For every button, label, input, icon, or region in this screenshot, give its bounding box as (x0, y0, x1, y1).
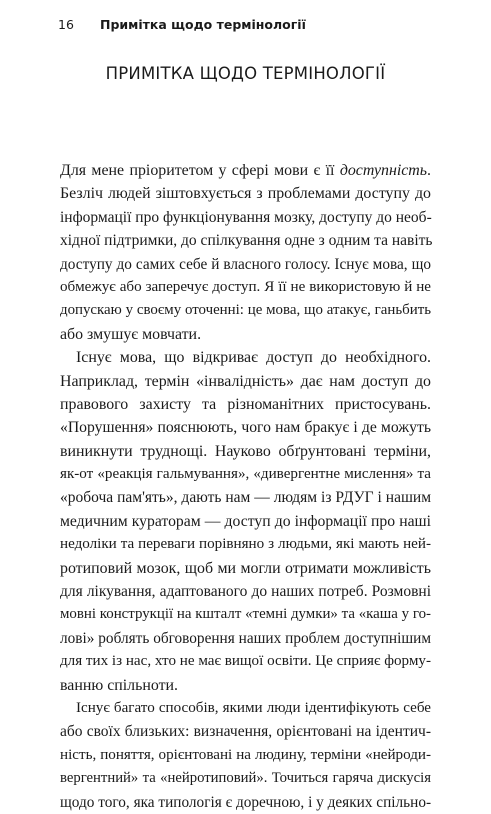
body-text (60, 159, 431, 814)
paragraph (60, 159, 431, 346)
text-line: мовні конструкції на кшталт «темні думки» та «каша у го- (60, 606, 431, 623)
text-line: вергентний» та «нейротиповий». Точиться гаряча дискусія (60, 770, 431, 787)
text-line: ротиповий мозок, щоб ми могли отримати можливість (60, 559, 431, 577)
page-number: 16 (58, 17, 74, 32)
text-line: допускаю у своєму оточенні: це мова, що атакує, ганьбить (60, 302, 431, 319)
text-line: Існує мова, що відкриває доступ до необхідного. (76, 349, 431, 367)
text-line: лові» роблять обговорення наших проблем доступнішим (60, 629, 431, 647)
text-line: або змушує мовчати. (60, 325, 202, 343)
running-title: Примітка щодо термінології (100, 17, 306, 32)
text-line (60, 159, 431, 182)
text-line: правового захисту та різноманітних пристосувань. (60, 395, 431, 413)
text-line: інформації про функціонування мозку, доступу до необ- (60, 208, 432, 226)
chapter-title: ПРИМІТКА ЩОДО ТЕРМІНОЛОГІЇ (105, 64, 386, 83)
text-line: недоліки та переваги порівняно з людьми, які мають ней- (60, 536, 431, 553)
emphasized-term: доступність (339, 162, 428, 179)
text-line: медичним кураторам — доступ до інформації про наші (60, 512, 431, 530)
text-line: виникнути труднощі. Науково обґрунтовані терміни, (60, 442, 431, 460)
text-line: ванню спільноти. (60, 676, 179, 694)
text-line: або своїх близьких: визначення, орієнтовані на ідентич- (60, 723, 431, 741)
text-line: щодо того, яка типологія є доречною, і у деяких спільно- (60, 793, 432, 811)
text-line-end: . (427, 162, 431, 179)
text-line: «Порушення» пояснюють, чого нам бракує і де можуть (60, 419, 431, 437)
text-line: для тих із нас, хто не має вищої освіти. Це сприяє форму- (60, 653, 431, 670)
text-line: для лікування, адаптованого до наших потреб. Розмовні (60, 583, 431, 601)
text-line: доступу до самих себе й власного голосу. Існує мова, що (60, 255, 431, 273)
text-line: Наприклад, термін «інвалідність» дає нам доступ до (60, 372, 431, 390)
text-line: обмежує або заперечує доступ. Я її не використовую й не (60, 278, 431, 295)
text-line: Безліч людей зіштовхується з проблемами доступу до (60, 185, 431, 203)
text-line: Існує багато способів, якими люди ідентифікують себе (76, 699, 431, 716)
text-line-start: Для мене пріоритетом у сфері мови є її (60, 162, 340, 179)
paragraph (60, 697, 431, 814)
running-head (58, 17, 438, 37)
text-line: «робоча пам'ять», дають нам — людям із РДУГ і нашим (60, 489, 431, 507)
text-line: хідної підтримки, до спілкування одне з одним та навіть (60, 232, 433, 250)
text-line: як-от «реакція гальмування», «дивергентне мислення» та (60, 466, 431, 483)
text-line: ність, поняття, орієнтовані на людину, терміни «нейроди- (60, 746, 431, 763)
paragraph (60, 346, 431, 697)
